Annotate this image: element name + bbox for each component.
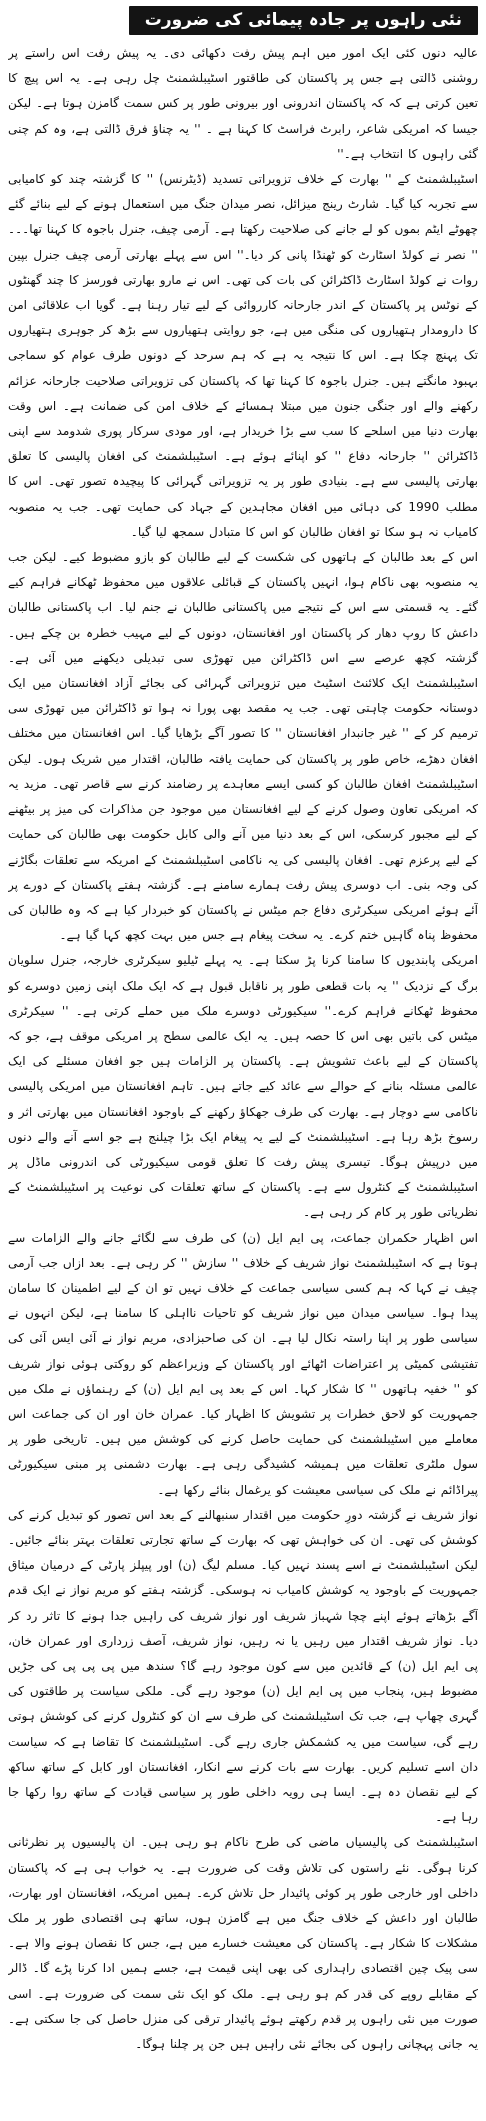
headline-bar — [8, 6, 478, 35]
article-paragraph: اس کے بعد طالبان کے ہاتھوں کی شکست کے لیے طالبان کو بازو مضبوط کیے۔ لیکن جب یہ منصوبہ بھی ناکام ہوا، انہیں پاکستان کے قبائلی علاقوں میں محفوظ ٹھکانے فراہم کیے گئے۔ یہ قسمتی سے اس کے نتیجے میں پاکستانی طالبان نے جنم لیا۔ اب پاکستانی طالبان داعش کا روپ دھار کر پاکستان اور افغانستان، دونوں کے لیے مہیب خطرہ بن چکے ہیں۔ گزشتہ کچھ عرصے سے اس ڈاکٹرائن میں تھوڑی سی تبدیلی دیکھنے میں آئی ہے۔ اسٹیبلشمنٹ ایک کلائنٹ اسٹیٹ میں تزویراتی گہرائی کی بجائے آزاد افغانستان میں ایک دوستانہ حکومت چاہتی تھی۔ جب یہ مقصد بھی پورا نہ ہوا تو ڈاکٹرائن میں تھوڑی سی ترمیم کر کے '' غیر جانبدار افغانستان '' کا تصور آگے بڑھایا گیا۔ اس افغانستان میں مختلف افغان دھڑے، خاص طور پر پاکستان کی حمایت یافتہ طالبان، اقتدار میں شریک ہوں۔ لیکن اسٹیبلشمنٹ افغان طالبان کو کسی ایسے معاہدے پر رضامند کرنے سے قاصر تھی۔ مزید یہ کہ امریکی تعاون وصول کرنے کے لیے افغانستان میں موجود جن مذاکرات کی میز پر بیٹھنے کے لیے مجبور کرسکی، اس کے بعد دنیا میں آنے والی کابل حکومت بھی طالبان کی حمایت کے لیے پرعزم تھی۔ افغان پالیسی کی یہ ناکامی اسٹیبلشمنٹ کے امریکہ سے تعلقات بگاڑنے کی وجہ بنی۔ اب دوسری پیش رفت ہمارے سامنے ہے۔ گزشتہ ہفتے پاکستان کے دورے پر آئے ہوئے امریکی سیکرٹری دفاع جم میٹس نے پاکستان کو خبردار کیا ہے کہ وہ طالبان کی محفوظ پناہ گاہیں ختم کرے۔ یہ سخت پیغام ہے جس میں بہت کچھ کہا گیا ہے۔ — [8, 550, 478, 943]
article-paragraph: نواز شریف نے گزشتہ دورِ حکومت میں اقتدار سنبھالنے کے بعد اس تصور کو تبدیل کرنے کی کوشش کی تھی۔ ان کی خواہش تھی کہ بھارت کے ساتھ تجارتی تعلقات بہتر بنائے جائیں۔ لیکن اسٹیبلشمنٹ نے اسے پسند نہیں کیا۔ مسلم لیگ (ن) اور پیپلز پارٹی کے درمیان میثاق جمہوریت کے باوجود یہ کوشش کامیاب نہ ہوسکی۔ گزشتہ ہفتے کو مریم نواز نے ایک قدم آگے بڑھاتے ہوئے اپنے چچا شہباز شریف اور نواز شریف کی راہیں جدا ہونے کا تاثر رد کر دیا۔ نواز شریف اقتدار میں رہیں یا نہ رہیں، نواز شریف، آصف زرداری اور عمران خان، پی ایم ایل (ن) کے قائدین میں سے کون موجود رہے گا؟ سندھ میں پی پی پی کی جڑیں مضبوط ہیں، پنجاب میں پی ایم ایل (ن) موجود رہے گی۔ ملکی سیاست پر طاقتوں کی گہری چھاپ ہے، جب تک اسٹیبلشمنٹ کی طرف سے ان کو کنٹرول کرنے کی کوشش ہوتی رہے گی، سیاست میں یہ کشمکش جاری رہے گی۔ اسٹیبلشمنٹ کا تقاضا ہے کہ سیاست دان اسے تسلیم کریں۔ بھارت سے بات کرنے سے انکار، افغانستان اور کابل کے ساتھ ساکھ کے لیے نقصان دہ ہے۔ ایسا ہی رویہ داخلی طور پر سیاسی قیادت کے ساتھ روا رکھا جا رہا ہے۔ — [8, 1507, 478, 1825]
article-paragraph: امریکی پابندیوں کا سامنا کرنا پڑ سکتا ہے۔ یہ پہلے ٹیلیو سیکرٹری خارجہ، جنرل سلویان برگ کے نزدیک '' یہ بات قطعی طور پر ناقابل قبول ہے کہ ایک ملک اپنی زمین دوسرے کو محفوظ ٹھکانے فراہم کرے۔'' سیکیورٹی دوسرے ملک میں حملے کرتی ہے۔ '' سیکرٹری میٹس کی باتیں بھی اس کا حصہ ہیں۔ یہ ایک عالمی سطح پر امریکی موقف ہے، جو کہ پاکستان کے لیے باعث تشویش ہے۔ پاکستان پر الزامات ہیں جو افغان مسئلے کی ایک عالمی مسئلہ بنانے کے حوالے سے عائد کیے جاتے ہیں۔ تاہم افغانستان میں امریکی پالیسی ناکامی سے دوچار ہے۔ بھارت کی طرف جھکاؤ رکھنے کے باوجود افغانستان میں بھارتی اثر و رسوخ بڑھ رہا ہے۔ اسٹیبلشمنٹ کے لیے یہ پیغام ایک بڑا چیلنج ہے جو اسے آنے والے دنوں میں درپیش ہوگا۔ تیسری پیش رفت کا تعلق قومی سیکیورٹی کی اندرونی ماڈل پر اسٹیبلشمنٹ کے کنٹرول سے ہے۔ پاکستان کے ساتھ تعلقات کی نوعیت پر اسٹیبلشمنٹ کے نظریاتی طور پر کام کر رہی ہے۔ — [8, 953, 478, 1220]
article-body — [8, 41, 478, 2116]
article-paragraph: اس اظہار حکمران جماعت، پی ایم ایل (ن) کی طرف سے لگائے جانے والے الزامات سے ہوتا ہے کہ اسٹیبلشمنٹ نواز شریف کے خلاف '' سازش '' کر رہی ہے۔ بعد ازاں جب آرمی چیف نے کہا کہ ہم کسی سیاسی جماعت کے خلاف نہیں تو ان کے لیے اطمینان کا سامان پیدا ہوا۔ سیاسی میدان میں نواز شریف کو تاحیات نااہلی کا سامنا ہے، لیکن انہوں نے سیاسی طور پر اپنا راستہ نکال لیا ہے۔ ان کی صاحبزادی، مریم نواز نے آئی ایس آئی کی تفتیشی کمیٹی پر اعتراضات اٹھائے اور پاکستان کے وزیراعظم کو روکتی ہوئی نواز شریف کو '' خفیہ ہاتھوں '' کا شکار کہا۔ اس کے بعد پی ایم ایل (ن) کے رہنماؤں نے ملک میں جمہوریت کو لاحق خطرات پر تشویش کا اظہار کیا۔ عمران خان اور ان کی جماعت اس معاملے میں اسٹیبلشمنٹ کی حمایت حاصل کرنے کی کوشش میں ہیں۔ تاریخی طور پر سول ملٹری تعلقات میں ہمیشہ کشیدگی رہی ہے۔ بھارت دشمنی پر مبنی سیکیورٹی پیراڈائم نے ملک کی سیاسی معیشت کو یرغمال بنائے رکھا ہے۔ — [8, 1230, 478, 1497]
article-headline: نئی راہوں پر جادہ پیمائی کی ضرورت — [129, 6, 478, 35]
article-paragraph: اسٹیبلشمنٹ کے '' بھارت کے خلاف تزویراتی تسدید (ڈیٹرنس) '' کا گزشتہ چند کو کامیابی سے تجربہ کیا گیا۔ شارٹ رینج میزائل، نصر میدان جنگ میں استعمال ہونے کے لیے بنائے گئے چھوٹے ایٹم بموں کو لے جانے کی صلاحیت رکھتا ہے۔ آرمی چیف، جنرل باجوہ کا کہنا تھا۔۔۔ '' نصر نے کولڈ اسٹارٹ کو ٹھنڈا پانی کر دیا۔'' اس سے پہلے بھارتی آرمی چیف جنرل بپین روات نے کولڈ اسٹارٹ ڈاکٹرائن کی بات کی تھی۔ اس نے مارو بھارتی فورسز کا چند گھنٹوں کے نوٹس پر پاکستان کے اندر جارحانہ کارروائی کے لیے تیار رہنا ہے۔ گویا اب علاقائی امن کا دارومدار ہتھیاروں کی منگی میں ہے، جو روایتی ہتھیاروں سے بڑھ کر جوہری ہتھیاروں تک پہنچ چکا ہے۔ اس کا نتیجہ یہ ہے کہ ہم سرحد کے دونوں طرف عوام کو سماجی بہبود مانگتے ہیں۔ جنرل باجوہ کا کہنا تھا کہ پاکستان کی تزویراتی صلاحیت جارحانہ عزائم رکھنے والے اور جنگی جنون میں مبتلا ہمسائے کے خلاف امن کی ضمانت ہے۔ اس وقت بھارت دنیا میں اسلحے کا سب سے بڑا خریدار ہے، اور مودی سرکار پوری شدومد سے اپنی ڈاکٹرائن '' جارحانہ دفاع '' کو اپنائے ہوئے ہے۔ اسٹیبلشمنٹ کی افغان پالیسی کا تعلق بھارتی پالیسی سے ہے۔ بنیادی طور پر یہ تزویراتی گہرائی کا پیچیدہ تصور تھی۔ اس کا مطلب 1990 کی دہائی میں افغان مجاہدین کے جہاد کی حمایت تھی۔ جب یہ منصوبہ کامیاب نہ ہو سکا تو افغان طالبان کو اس کا متبادل سمجھ لیا گیا۔ — [8, 172, 478, 539]
article-paragraph: اسٹیبلشمنٹ کی پالیسیاں ماضی کی طرح ناکام ہو رہی ہیں۔ ان پالیسیوں پر نظرثانی کرنا ہوگی۔ نئے راستوں کی تلاش وقت کی ضرورت ہے۔ یہ خواب ہی ہے کہ پاکستان داخلی اور خارجی طور پر کوئی پائیدار حل تلاش کرے۔ ہمیں امریکہ، افغانستان اور بھارت، طالبان اور داعش کے خلاف جنگ میں ہے گامزن ہوں، ساتھ ہی اقتصادی طور پر ملک مشکلات کا شکار ہے۔ پاکستان کی معیشت خسارے میں ہے، جس کا نقصان ہونے والا ہے۔ سی پیک چین اقتصادی راہداری کی بھی اپنی قیمت ہے، جسے ہمیں ادا کرنا پڑے گا۔ ڈالر کے مقابلے روپے کی قدر کم ہو رہی ہے۔ ملک کو ایک نئی سمت کی ضرورت ہے۔ اسی صورت میں نئی راہوں پر قدم رکھتے ہوئے پائیدار ترقی کی منزل حاصل کی جا سکتی ہے۔ یہ جانی پہچانی راہوں کی بجائے نئی راہیں ہیں جن پر چلنا ہوگا۔ — [8, 1835, 478, 2052]
article-paragraph: عالیہ دنوں کئی ایک امور میں اہم پیش رفت دکھائی دی۔ یہ پیش رفت اس راستے پر روشنی ڈالتی ہے جس پر پاکستان کی طاقتور اسٹیبلشمنٹ چل رہی ہے۔ یہ اس پیچ کا تعین کرتی ہے کہ کہ پاکستان اندرونی اور بیرونی طور پر کس سمت گامزن ہوتا ہے۔ لیکن جیسا کہ امریکی شاعر، رابرٹ فراسٹ کا کہنا ہے ۔ '' یہ چناؤ فرق ڈالتی ہے، وہ کم چنی گئی راہوں کا انتخاب ہے۔'' — [8, 46, 478, 161]
